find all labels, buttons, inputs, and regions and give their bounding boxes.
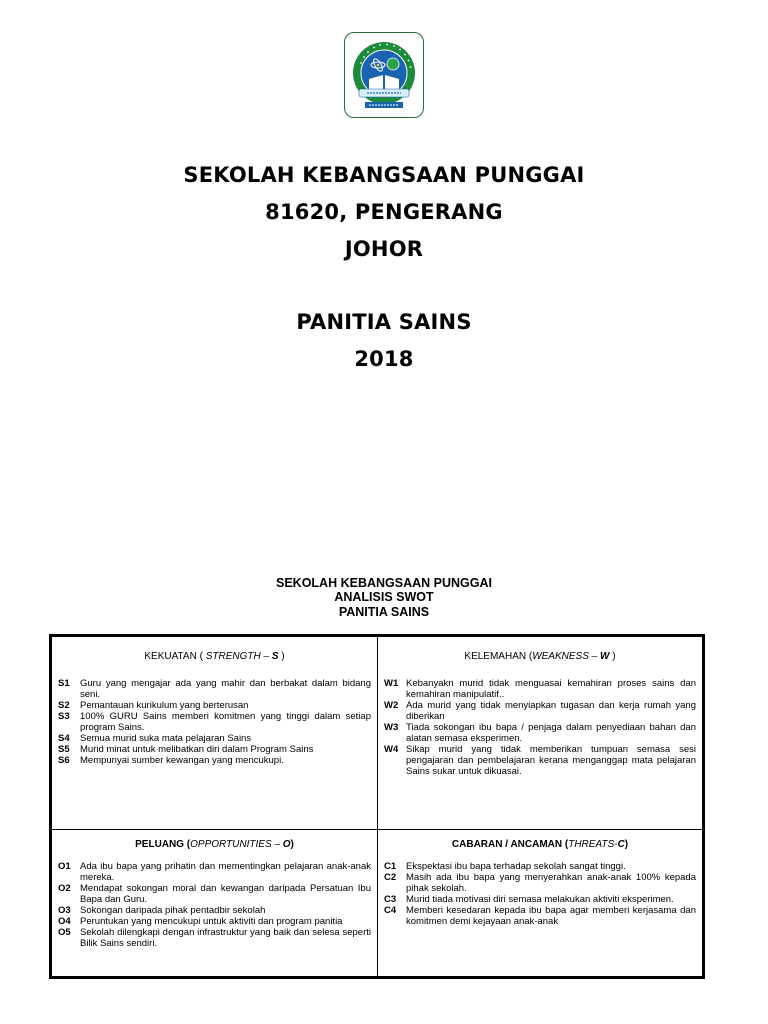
swot-item-text: Murid tiada motivasi diri semasa melakukan aktiviti eksperimen. <box>406 894 674 905</box>
swot-title: ANALISIS SWOT <box>334 590 434 604</box>
swot-item <box>384 678 696 700</box>
swot-panel-name: PANITIA SAINS <box>338 605 430 619</box>
weakness-cell <box>378 637 702 829</box>
swot-item <box>58 927 371 949</box>
swot-item-code: O1 <box>58 861 71 872</box>
swot-item-code: O5 <box>58 927 71 938</box>
swot-item-code: W3 <box>384 722 399 733</box>
school-state: JOHOR <box>344 237 424 261</box>
swot-item-code: S6 <box>58 755 70 766</box>
swot-item-code: O4 <box>58 916 71 927</box>
swot-item-text: Guru yang mengajar ada yang mahir dan berbakat dalam bidang seni. <box>80 678 371 700</box>
swot-item-code: C1 <box>384 861 397 872</box>
strength-cell <box>52 637 377 829</box>
swot-item-code: S4 <box>58 733 70 744</box>
school-name: SEKOLAH KEBANGSAAN PUNGGAI <box>183 163 585 187</box>
swot-item-text: Murid minat untuk melibatkan diri dalam Program Sains <box>80 744 314 755</box>
swot-item <box>384 905 696 927</box>
swot-item <box>58 678 371 700</box>
swot-item <box>384 744 696 777</box>
strength-list <box>58 678 371 766</box>
weakness-title: KELEMAHAN (WEAKNESS – W ) <box>464 651 616 662</box>
swot-item <box>384 700 696 722</box>
swot-item-text: Masih ada ibu bapa yang menyerahkan anak-anak 100% kepada pihak sekolah. <box>406 872 696 894</box>
swot-item-text: Sokongan daripada pihak pentadbir sekolah <box>80 905 266 916</box>
threats-title: CABARAN / ANCAMAN (THREATS-C) <box>451 839 629 850</box>
swot-item-text: Ada ibu bapa yang prihatin dan mementingkan pelajaran anak-anak mereka. <box>80 861 371 883</box>
swot-item-text: Kebanyakn murid tidak menguasai kemahiran proses sains dan kemahiran manipulatif.. <box>406 678 696 700</box>
swot-item-code: O3 <box>58 905 71 916</box>
swot-item-text: 100% GURU Sains memberi komitmen yang tinggi dalam setiap program Sains. <box>80 711 371 733</box>
swot-item-code: S2 <box>58 700 70 711</box>
swot-item-text: Mempunyai sumber kewangan yang mencukupi. <box>80 755 284 766</box>
swot-item-text: Sikap murid yang tidak memberikan tumpuan semasa sesi pengajaran dan pembelajaran kerana menganggap mata pelajaran Sains sukar untuk dikuasai. <box>406 744 696 777</box>
swot-item-code: C4 <box>384 905 397 916</box>
swot-item-code: W4 <box>384 744 399 755</box>
swot-item <box>58 883 371 905</box>
school-crest-emblem <box>345 33 423 117</box>
document-year: 2018 <box>354 347 414 371</box>
swot-item-code: W2 <box>384 700 399 711</box>
threats-cell <box>378 830 702 976</box>
swot-item-text: Pemantauan kurikulum yang berterusan <box>80 700 249 711</box>
swot-item-code: S3 <box>58 711 70 722</box>
swot-item-text: Ekspektasi ibu bapa terhadap sekolah sangat tinggi. <box>406 861 626 872</box>
school-logo <box>344 32 424 118</box>
swot-item-text: Sekolah dilengkapi dengan infrastruktur yang baik dan selesa seperti Bilik Sains sendiri. <box>80 927 371 949</box>
swot-item-text: Peruntukan yang mencukupi untuk aktiviti dan program panitia <box>80 916 343 927</box>
swot-item-code: C3 <box>384 894 397 905</box>
swot-item-text: Semua murid suka mata pelajaran Sains <box>80 733 252 744</box>
swot-item <box>58 861 371 883</box>
swot-item <box>384 894 696 905</box>
panel-name: PANITIA SAINS <box>296 310 472 334</box>
opportunities-title: PELUANG (OPPORTUNITIES – O) <box>135 839 294 850</box>
swot-item-code: S1 <box>58 678 70 689</box>
swot-item-text: Mendapat sokongan moral dan kewangan daripada Persatuan Ibu Bapa dan Guru. <box>80 883 371 905</box>
swot-item <box>58 700 371 711</box>
swot-item-code: S5 <box>58 744 70 755</box>
swot-school-name: SEKOLAH KEBANGSAAN PUNGGAI <box>276 576 492 590</box>
swot-item-code: C2 <box>384 872 397 883</box>
swot-item <box>58 744 371 755</box>
opportunities-list <box>58 861 371 949</box>
swot-item <box>384 861 696 872</box>
threats-list <box>384 861 696 927</box>
swot-item-code: W1 <box>384 678 399 689</box>
swot-item <box>384 872 696 894</box>
swot-item <box>58 755 371 766</box>
strength-title: KEKUATAN ( STRENGTH – S ) <box>144 651 285 662</box>
opportunities-cell <box>52 830 377 976</box>
swot-item-text: Ada murid yang tidak menyiapkan tugasan dan kerja rumah yang diberikan <box>406 700 696 722</box>
swot-item <box>384 722 696 744</box>
swot-item-text: Tiada sokongan ibu bapa / penjaga dalam penyediaan bahan dan alatan semasa eksperimen. <box>406 722 696 744</box>
swot-table <box>49 634 705 979</box>
weakness-list <box>384 678 696 777</box>
swot-item <box>58 733 371 744</box>
swot-item <box>58 711 371 733</box>
swot-item-code: O2 <box>58 883 71 894</box>
school-postcode-town: 81620, PENGERANG <box>265 200 503 224</box>
swot-item <box>58 905 371 916</box>
swot-item-text: Memberi kesedaran kepada ibu bapa agar memberi kerjasama dan komitmen demi kejayaan anak-anak <box>406 905 696 927</box>
swot-item <box>58 916 371 927</box>
